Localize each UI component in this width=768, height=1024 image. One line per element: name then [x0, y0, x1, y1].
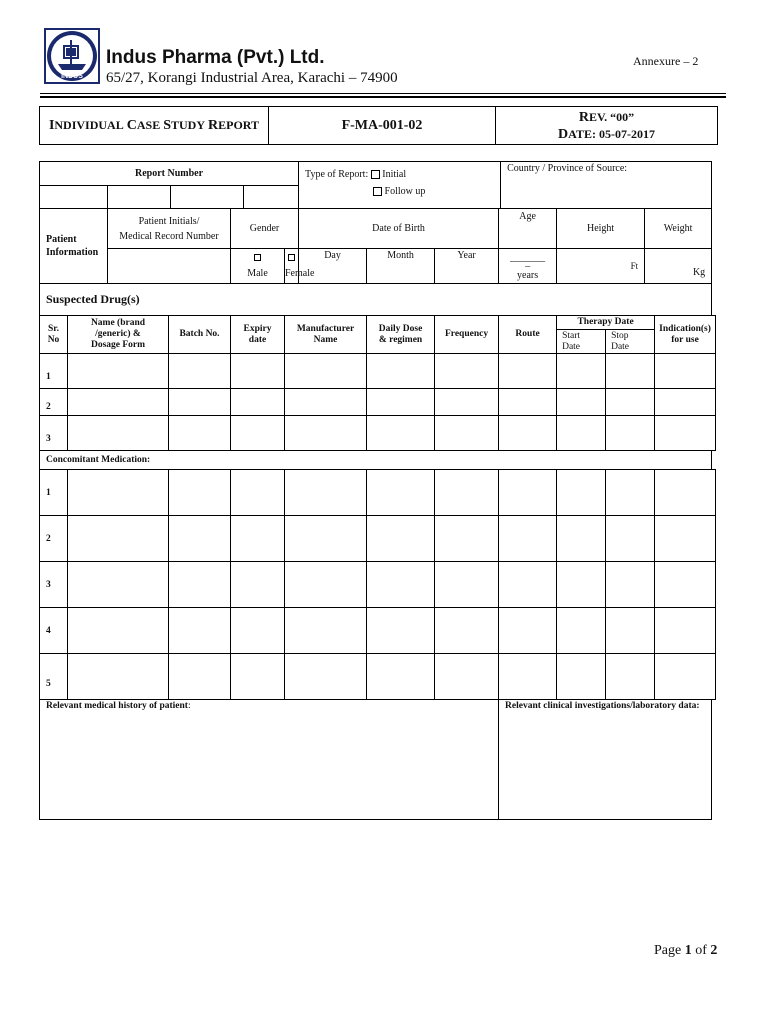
- medical-history-field[interactable]: Relevant medical history of patient:: [40, 700, 499, 820]
- frequency-cell[interactable]: [435, 516, 499, 562]
- report-number-box-1[interactable]: [40, 186, 108, 209]
- stop-date-cell[interactable]: [606, 608, 655, 654]
- clinical-investigations-field[interactable]: [499, 700, 712, 820]
- report-number-box-2[interactable]: [108, 186, 171, 209]
- indication-cell[interactable]: [655, 389, 716, 416]
- frequency-cell[interactable]: [435, 470, 499, 516]
- route-cell[interactable]: [499, 654, 557, 700]
- initial-checkbox[interactable]: [371, 170, 380, 179]
- age-header: Age: [499, 209, 557, 249]
- route-cell[interactable]: [499, 516, 557, 562]
- gender-male-cell[interactable]: [231, 249, 285, 284]
- col-frequency: Frequency: [435, 316, 499, 354]
- stop-date-cell[interactable]: [606, 654, 655, 700]
- drug-name-cell[interactable]: [68, 516, 169, 562]
- col-expiry-date: Expiry date: [231, 316, 285, 354]
- col-sr-no: Sr. No: [40, 316, 68, 354]
- row-number: 5: [40, 654, 68, 700]
- route-cell[interactable]: [499, 470, 557, 516]
- col-batch-no: Batch No.: [169, 316, 231, 354]
- frequency-cell[interactable]: [435, 389, 499, 416]
- report-number-label: Report Number: [40, 162, 299, 186]
- frequency-cell[interactable]: [435, 416, 499, 451]
- dose-cell[interactable]: [367, 416, 435, 451]
- expiry-cell[interactable]: [231, 516, 285, 562]
- start-date-cell[interactable]: [557, 654, 606, 700]
- batch-cell[interactable]: [169, 389, 231, 416]
- row-number: 1: [40, 354, 68, 389]
- stop-date-cell[interactable]: [606, 389, 655, 416]
- dose-cell[interactable]: [367, 389, 435, 416]
- report-number-box-3[interactable]: [171, 186, 244, 209]
- report-title: I NDIVIDUAL C ASE S TUDY R EPORT: [40, 107, 269, 144]
- report-number-box-4[interactable]: [244, 186, 299, 209]
- page-number: Page 1 of 2: [654, 943, 718, 958]
- manufacturer-cell[interactable]: [285, 389, 367, 416]
- expiry-cell[interactable]: [231, 608, 285, 654]
- expiry-cell[interactable]: [231, 354, 285, 389]
- start-date-cell[interactable]: [557, 562, 606, 608]
- batch-cell[interactable]: [169, 654, 231, 700]
- route-cell[interactable]: [499, 354, 557, 389]
- route-cell[interactable]: [499, 389, 557, 416]
- row-number: 1: [40, 470, 68, 516]
- company-name: Indus Pharma (Pvt.) Ltd.: [106, 47, 325, 68]
- table-row: [40, 416, 716, 451]
- header-rule-thick: [40, 96, 726, 98]
- batch-cell[interactable]: [169, 416, 231, 451]
- revision-label: REV. “00”: [578, 109, 635, 125]
- male-checkbox[interactable]: [254, 254, 261, 261]
- start-date-cell[interactable]: [557, 389, 606, 416]
- medical-history-label: Relevant medical history of patient: [46, 701, 188, 711]
- case-report-form: [39, 161, 716, 820]
- stop-date-cell[interactable]: [606, 516, 655, 562]
- drug-name-cell[interactable]: [68, 354, 169, 389]
- dob-day-field[interactable]: Day: [299, 249, 367, 284]
- stop-date-cell[interactable]: [606, 416, 655, 451]
- indication-cell[interactable]: [655, 562, 716, 608]
- route-cell[interactable]: [499, 608, 557, 654]
- frequency-cell[interactable]: [435, 354, 499, 389]
- row-number: 2: [40, 389, 68, 416]
- country-field[interactable]: [501, 162, 712, 209]
- dose-cell[interactable]: [367, 608, 435, 654]
- expiry-cell[interactable]: [231, 389, 285, 416]
- start-date-cell[interactable]: [557, 354, 606, 389]
- initial-label: Initial: [382, 169, 407, 180]
- indication-cell[interactable]: [655, 416, 716, 451]
- logo-text: INDUS: [61, 73, 83, 80]
- stop-date-cell[interactable]: [606, 470, 655, 516]
- start-date-cell[interactable]: [557, 470, 606, 516]
- table-row: [40, 470, 716, 516]
- patient-initials-header: Patient Initials/ Medical Record Number: [108, 209, 231, 249]
- male-label: Male: [247, 268, 268, 279]
- row-number: 3: [40, 416, 68, 451]
- batch-cell[interactable]: [169, 608, 231, 654]
- dose-cell[interactable]: [367, 562, 435, 608]
- drug-name-cell[interactable]: [68, 389, 169, 416]
- header-rule-thin: [40, 93, 726, 94]
- frequency-cell[interactable]: [435, 562, 499, 608]
- frequency-cell[interactable]: [435, 654, 499, 700]
- stop-date-cell[interactable]: [606, 354, 655, 389]
- company-address: 65/27, Korangi Industrial Area, Karachi – 74900: [106, 70, 398, 86]
- col-daily-dose: Daily Dose & regimen: [367, 316, 435, 354]
- col-manufacturer: Manufacturer Name: [285, 316, 367, 354]
- height-field[interactable]: Ft: [557, 249, 645, 284]
- col-start-date: Start Date: [557, 330, 606, 354]
- weight-field[interactable]: Kg: [645, 249, 712, 284]
- start-date-cell[interactable]: [557, 608, 606, 654]
- revision-block: [496, 107, 717, 144]
- concomitant-title: Concomitant Medication:: [40, 451, 712, 470]
- height-header: Height: [557, 209, 645, 249]
- dob-header: Date of Birth: [299, 209, 499, 249]
- indication-cell[interactable]: [655, 354, 716, 389]
- col-route: Route: [499, 316, 557, 354]
- annexure-label: Annexure – 2: [633, 54, 699, 68]
- drug-name-cell[interactable]: [68, 470, 169, 516]
- col-therapy-date: Therapy Date: [557, 316, 655, 330]
- batch-cell[interactable]: [169, 562, 231, 608]
- row-number: 3: [40, 562, 68, 608]
- dob-year-field[interactable]: Year: [435, 249, 499, 284]
- manufacturer-cell[interactable]: [285, 416, 367, 451]
- follow-up-label: Follow up: [384, 186, 426, 197]
- form-code: F-MA-001-02: [269, 107, 496, 144]
- gender-female-cell[interactable]: [285, 249, 315, 284]
- type-of-report-cell: [299, 162, 501, 209]
- expiry-cell[interactable]: [231, 562, 285, 608]
- female-label: Female: [285, 268, 315, 279]
- age-field[interactable]: _______ – years: [499, 249, 557, 284]
- gender-header: Gender: [231, 209, 299, 249]
- table-row: [40, 654, 716, 700]
- col-stop-date: Stop Date: [606, 330, 655, 354]
- indication-cell[interactable]: [655, 608, 716, 654]
- table-row: [40, 389, 716, 416]
- stop-date-cell[interactable]: [606, 562, 655, 608]
- table-row: [40, 608, 716, 654]
- col-indication: Indication(s) for use: [655, 316, 716, 354]
- indication-cell[interactable]: [655, 470, 716, 516]
- patient-info-label: Patient Information: [40, 209, 108, 284]
- manufacturer-cell[interactable]: [285, 562, 367, 608]
- dob-month-field[interactable]: Month: [367, 249, 435, 284]
- batch-cell[interactable]: [169, 470, 231, 516]
- expiry-cell[interactable]: [231, 654, 285, 700]
- row-number: 2: [40, 516, 68, 562]
- manufacturer-cell[interactable]: [285, 654, 367, 700]
- start-date-cell[interactable]: [557, 416, 606, 451]
- dose-cell[interactable]: [367, 470, 435, 516]
- weight-header: Weight: [645, 209, 712, 249]
- drug-name-cell[interactable]: [68, 608, 169, 654]
- manufacturer-cell[interactable]: [285, 608, 367, 654]
- dose-cell[interactable]: [367, 516, 435, 562]
- batch-cell[interactable]: [169, 516, 231, 562]
- drug-name-cell[interactable]: [68, 562, 169, 608]
- row-number: 4: [40, 608, 68, 654]
- table-row: [40, 516, 716, 562]
- table-row: [40, 562, 716, 608]
- batch-cell[interactable]: [169, 354, 231, 389]
- dose-cell[interactable]: [367, 354, 435, 389]
- route-cell[interactable]: [499, 416, 557, 451]
- title-box: [39, 106, 718, 145]
- drug-name-cell[interactable]: [68, 416, 169, 451]
- clinical-investigations-label: Relevant clinical investigations/laboratory data:: [505, 701, 700, 711]
- follow-up-checkbox[interactable]: [373, 187, 382, 196]
- expiry-cell[interactable]: [231, 416, 285, 451]
- col-drug-name: Name (brand /generic) & Dosage Form: [68, 316, 169, 354]
- route-cell[interactable]: [499, 562, 557, 608]
- date-label: DATE: 05-07-2017: [558, 126, 655, 142]
- dose-cell[interactable]: [367, 654, 435, 700]
- start-date-cell[interactable]: [557, 516, 606, 562]
- type-of-report-label: Type of Report:: [305, 169, 369, 180]
- suspected-drugs-title: Suspected Drug(s): [40, 284, 712, 316]
- expiry-cell[interactable]: [231, 470, 285, 516]
- manufacturer-cell[interactable]: [285, 470, 367, 516]
- female-checkbox[interactable]: [288, 254, 295, 261]
- frequency-cell[interactable]: [435, 608, 499, 654]
- indication-cell[interactable]: [655, 654, 716, 700]
- table-row: [40, 354, 716, 389]
- country-label: Country / Province of Source:: [507, 163, 628, 174]
- manufacturer-cell[interactable]: [285, 354, 367, 389]
- patient-initials-field[interactable]: [108, 249, 231, 284]
- indication-cell[interactable]: [655, 516, 716, 562]
- drug-name-cell[interactable]: [68, 654, 169, 700]
- manufacturer-cell[interactable]: [285, 516, 367, 562]
- company-logo: [44, 28, 100, 84]
